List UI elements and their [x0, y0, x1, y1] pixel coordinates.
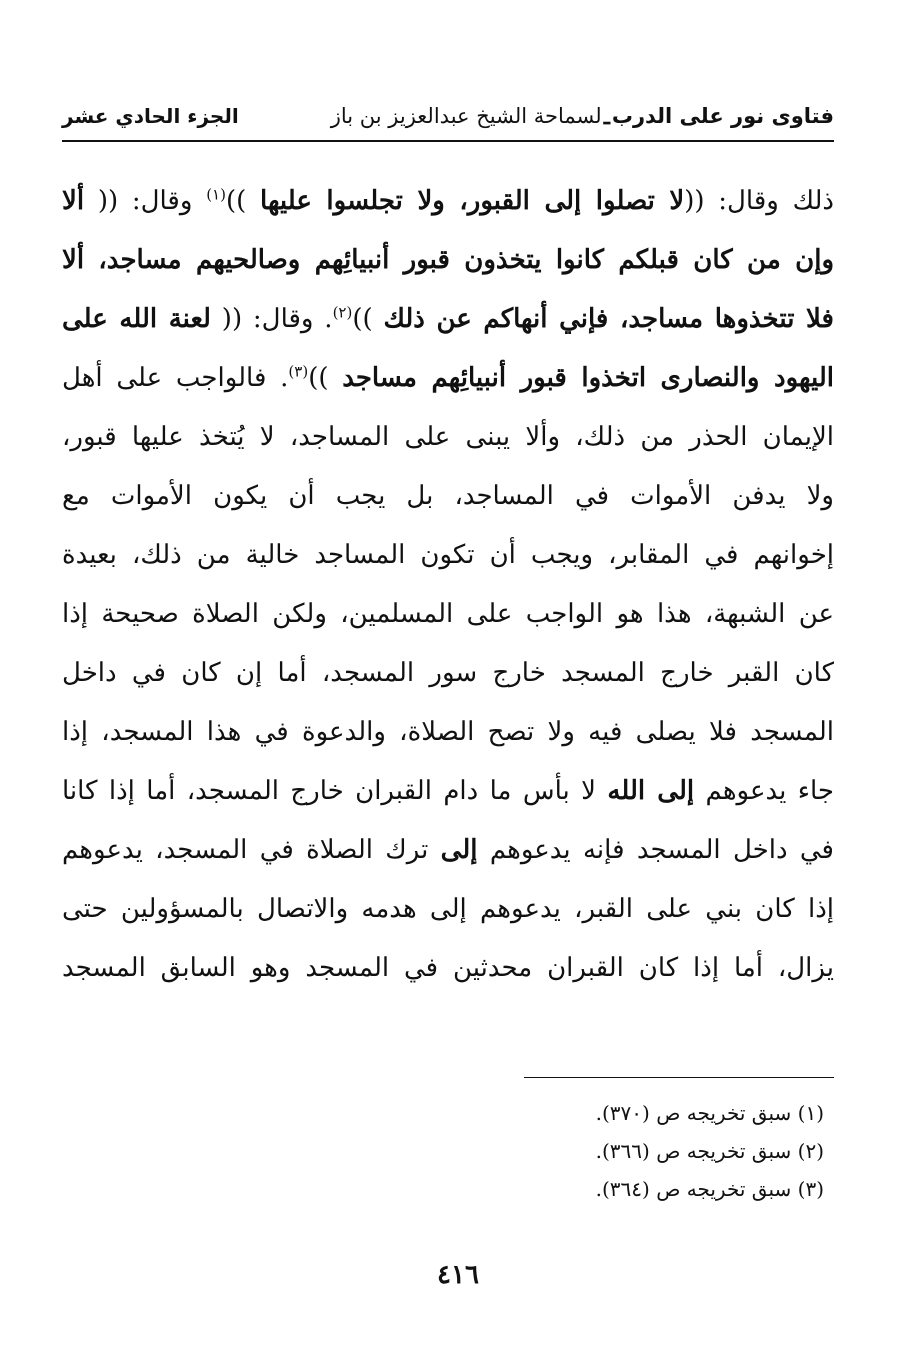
footnote-1: (١) سبق تخريجه ص (٣٧٠). — [595, 1101, 824, 1125]
text-line — [62, 939, 834, 998]
quoted-hadith-text: إلى — [440, 835, 478, 865]
text-segment: ذلك وقال: (( — [684, 186, 834, 216]
text-segment: ترك الصلاة في المسجد، يدعوهم — [62, 835, 441, 865]
header-separator: ـ — [603, 103, 610, 129]
text-line — [62, 762, 834, 821]
text-line — [62, 290, 834, 349]
text-segment: إذا كان بني على القبر، يدعوهم إلى هدمه والاتصال بالمسؤولين حتى — [62, 894, 834, 924]
text-segment: ولا يدفن الأموات في المساجد، بل يجب أن يكون الأموات مع — [62, 481, 834, 511]
header-title-group — [331, 104, 834, 129]
footnote-marker: (٢) — [332, 303, 353, 322]
footnote-marker: (٣) — [288, 362, 309, 381]
quoted-hadith-text: اليهود والنصارى اتخذوا قبور أنبيائِهم مساجد — [342, 363, 834, 393]
text-line — [62, 703, 834, 762]
footnotes — [300, 1094, 824, 1208]
text-segment: عن الشبهة، هذا هو الواجب على المسلمين، ولكن الصلاة صحيحة إذا — [62, 599, 834, 629]
footnote-3: (٣) سبق تخريجه ص (٣٦٤). — [595, 1177, 824, 1201]
text-segment: يزال، أما إذا كان القبران محدثين في المسجد وهو السابق المسجد — [62, 953, 834, 983]
quoted-hadith-text: لعنة الله على — [62, 304, 211, 334]
quoted-hadith-text: فلا تتخذوها مساجد، فإني أنهاكم عن ذلك — [383, 304, 834, 334]
text-segment: )) — [225, 186, 261, 216]
text-line — [62, 172, 834, 231]
text-line — [62, 467, 834, 526]
footnote-marker: (١) — [206, 185, 226, 204]
text-segment: في داخل المسجد فإنه يدعوهم — [477, 835, 834, 865]
text-line — [62, 408, 834, 467]
text-segment: وقال: (( — [84, 186, 207, 216]
book-title: فتاوى نور على الدرب — [611, 104, 834, 128]
text-line — [62, 526, 834, 585]
text-segment: )) — [308, 363, 343, 393]
text-segment: . فالواجب على أهل — [62, 363, 289, 393]
footnote-2: (٢) سبق تخريجه ص (٣٦٦). — [595, 1139, 824, 1163]
text-segment: كان القبر خارج المسجد خارج سور المسجد، أما إن كان في داخل — [62, 658, 834, 688]
text-segment: جاء يدعوهم — [694, 776, 834, 806]
text-line — [62, 585, 834, 644]
author-name: لسماحة الشيخ عبدالعزيز بن باز — [330, 104, 602, 128]
text-segment: )) — [352, 304, 384, 334]
text-line — [62, 644, 834, 703]
text-segment: إخوانهم في المقابر، ويجب أن تكون المساجد خالية من ذلك، بعيدة — [62, 540, 834, 570]
text-segment: المسجد فلا يصلى فيه ولا تصح الصلاة، والدعوة في هذا المسجد، إذا — [62, 717, 834, 747]
footnote-divider — [524, 1077, 834, 1078]
main-text — [62, 172, 834, 998]
text-segment: الإيمان الحذر من ذلك، وألا يبنى على المساجد، لا يُتخذ عليها قبور، — [62, 422, 834, 452]
quoted-hadith-text: وإن من كان قبلكم كانوا يتخذون قبور أنبيائِهم وصالحيهم مساجد، ألا — [62, 245, 834, 275]
text-line — [62, 821, 834, 880]
text-segment: لا بأس ما دام القبران خارج المسجد، أما إذا كانا — [62, 776, 608, 806]
quoted-hadith-text: لا تصلوا إلى القبور، ولا تجلسوا عليها — [260, 186, 685, 216]
text-line — [62, 880, 834, 939]
text-line — [62, 231, 834, 290]
text-segment: . وقال: (( — [210, 304, 333, 334]
volume-part: الجزء الحادي عشر — [62, 104, 239, 128]
running-header — [62, 92, 834, 142]
page-number: ٤١٦ — [437, 1260, 479, 1290]
quoted-hadith-text: إلى الله — [607, 776, 695, 806]
text-line — [62, 349, 834, 408]
quoted-hadith-text: ألا — [62, 186, 85, 216]
